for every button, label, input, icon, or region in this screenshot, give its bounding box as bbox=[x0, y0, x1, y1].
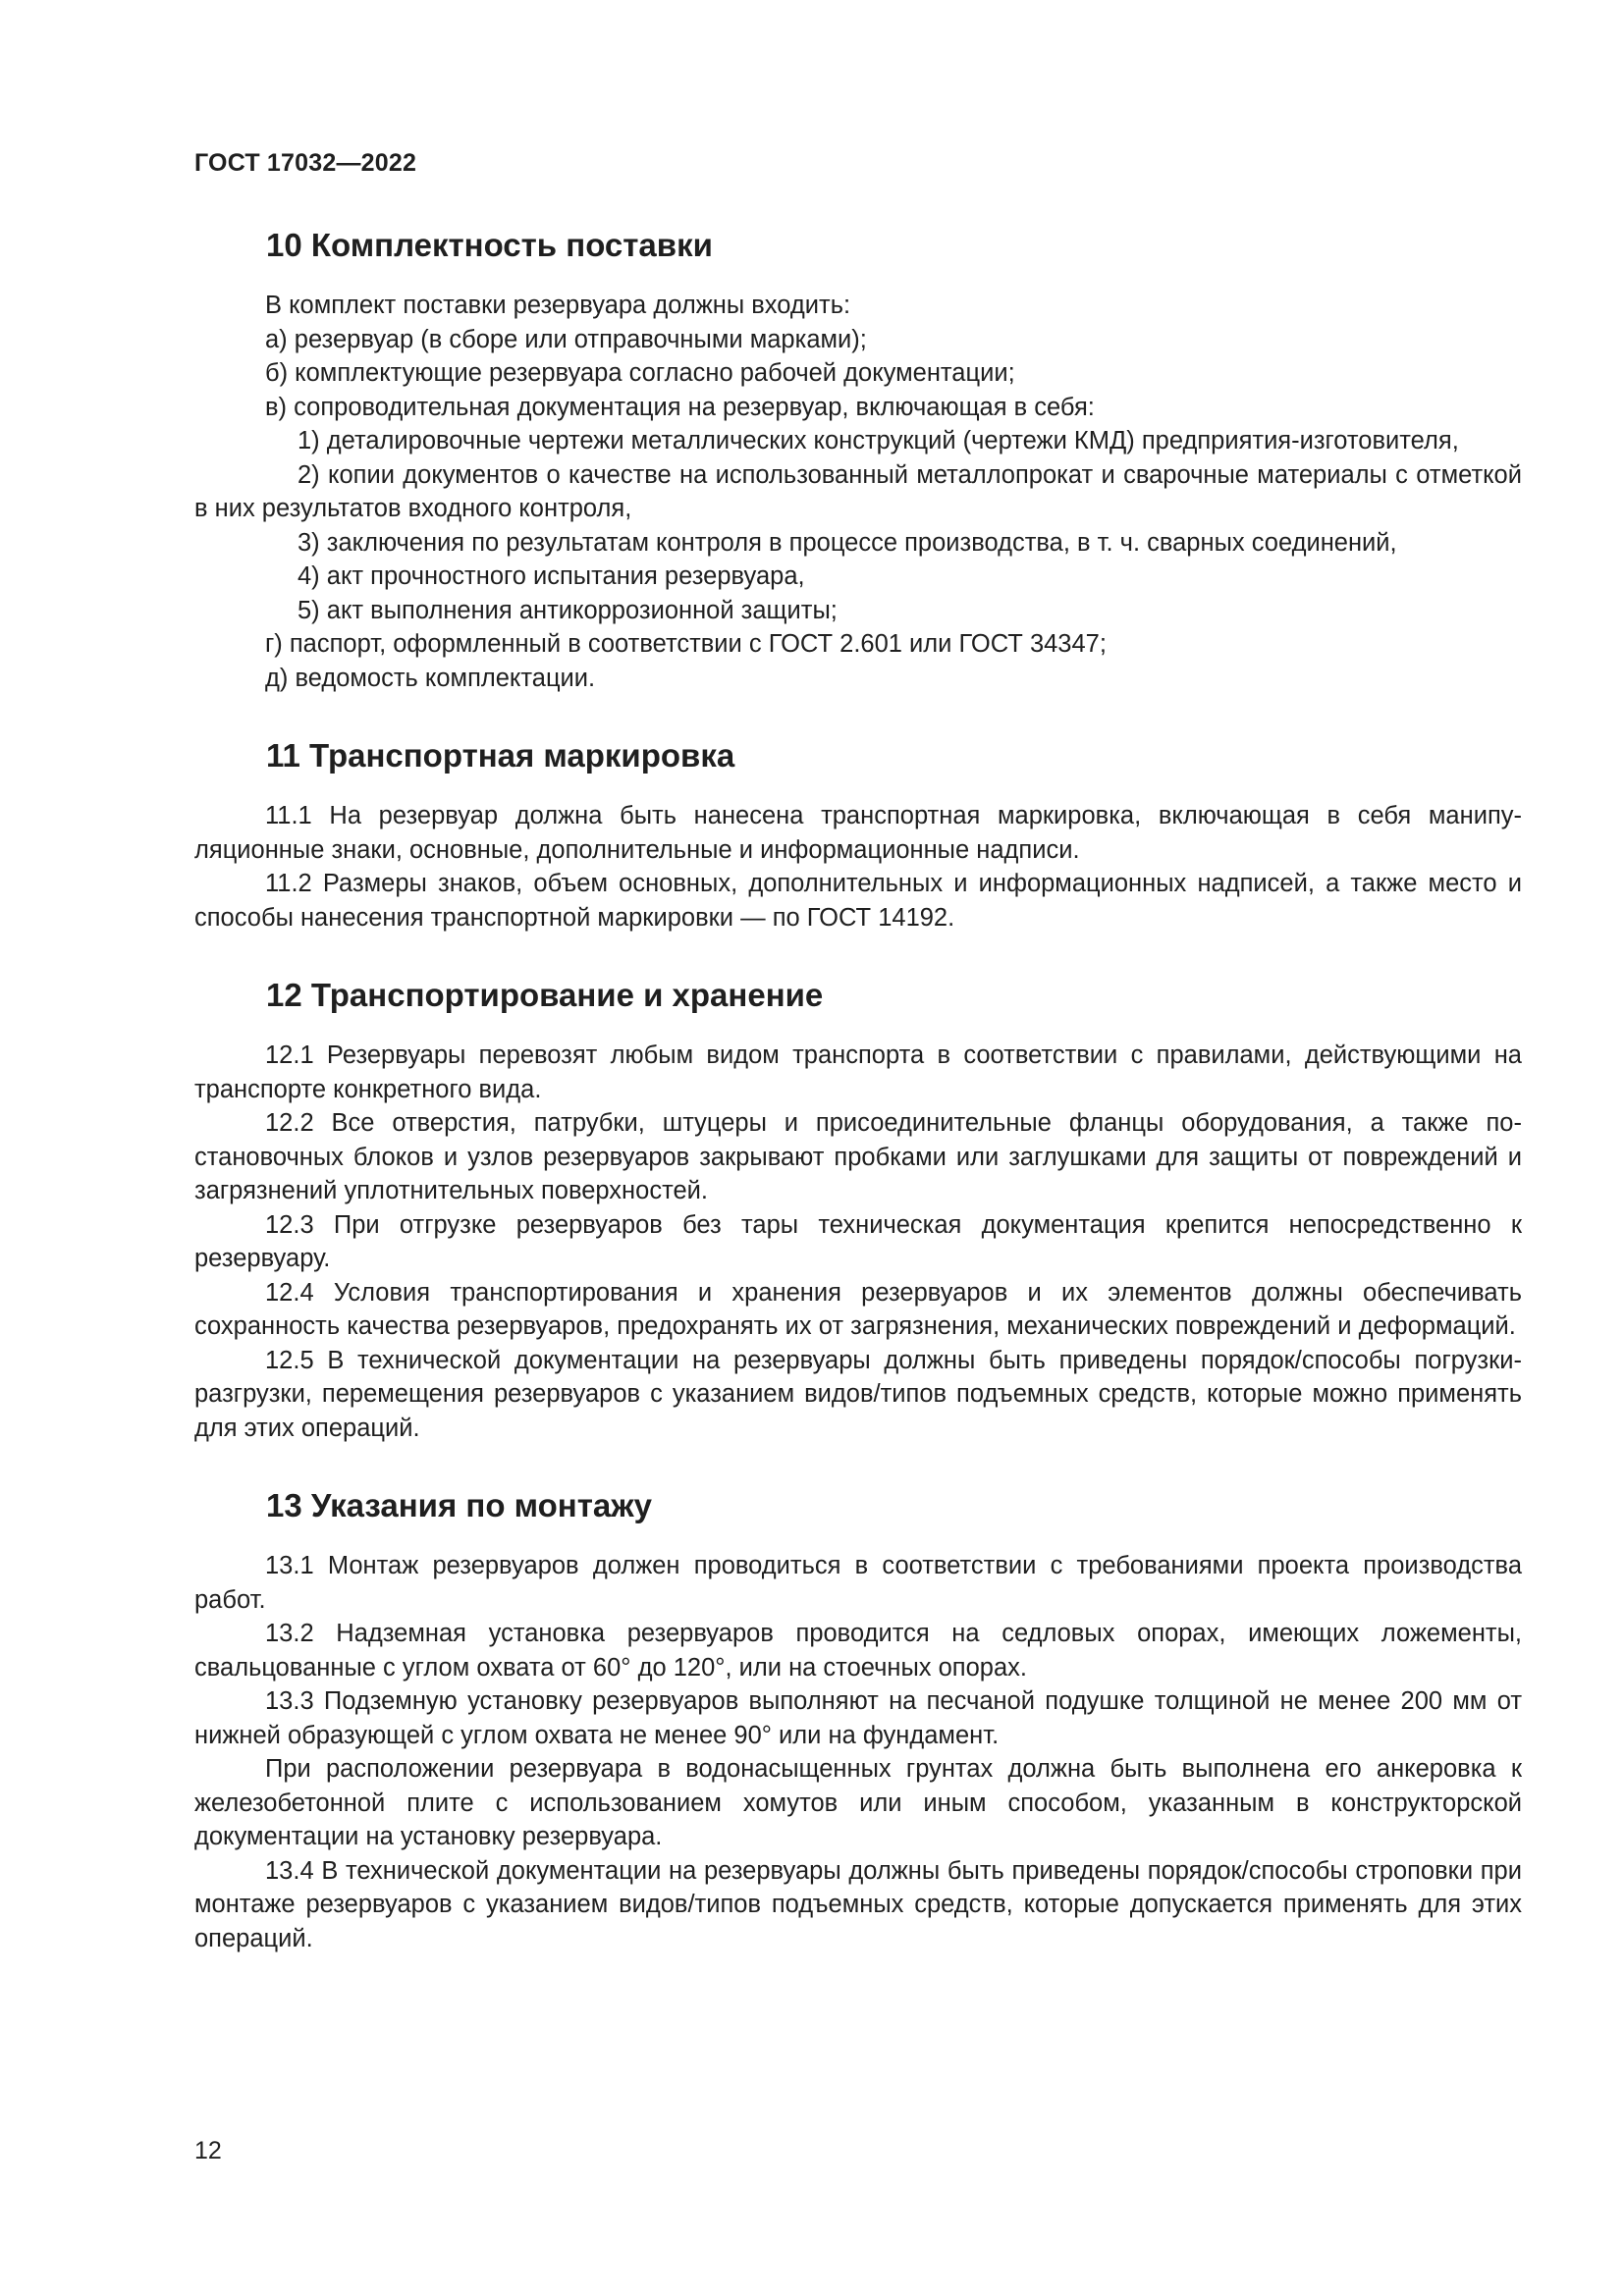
section-title: 11 Транспортная маркировка bbox=[266, 737, 735, 774]
paragraph: а) резервуар (в сборе или отправочными марками); bbox=[265, 325, 867, 353]
paragraph: 1) деталировочные чертежи металлических конструкций (чертежи КМД) предприятия-изготовителя, bbox=[298, 427, 1459, 454]
page-number: 12 bbox=[194, 2137, 222, 2164]
paragraph: 4) акт прочностного испытания резервуара, bbox=[298, 562, 805, 590]
paragraph: 13.3 Подземную установку резервуаров выполняют на песчаной подушке толщиной не менее 200 мм от нижней образующей с углом охвата не менее 90° или на фундамент. bbox=[194, 1687, 1522, 1749]
paragraph: 11.1 На резервуар должна быть нанесена транспортная маркировка, включающая в себя манипуляционные знаки, основные, дополнительные и информационные надписи. bbox=[194, 802, 1522, 864]
section-paragraphs bbox=[194, 289, 1522, 695]
paragraph: д) ведомость комплектации. bbox=[265, 664, 596, 692]
section-11 bbox=[194, 734, 1522, 934]
section-paragraphs bbox=[194, 1039, 1522, 1445]
section-title: 12 Транспортирование и хранение bbox=[266, 977, 824, 1013]
paragraph: 13.4 В технической документации на резервуары должны быть приведены порядок/способы строповки при монтаже резервуаров с указанием видов/типов подъемных средств, которые допускается применять для этих операций. bbox=[194, 1856, 1522, 1952]
paragraph: 3) заключения по результатам контроля в процессе производства, в т. ч. сварных соединений, bbox=[298, 528, 1397, 557]
section-12 bbox=[194, 974, 1522, 1445]
paragraph: 5) акт выполнения антикоррозионной защиты; bbox=[298, 596, 838, 624]
paragraph: 2) копии документов о качестве на использованный металлопрокат и сварочные материалы с отметкой в них результатов входного контроля, bbox=[194, 460, 1522, 522]
paragraph: г) паспорт, оформленный в соответствии с ГОСТ 2.601 или ГОСТ 34347; bbox=[265, 630, 1107, 658]
paragraph: В комплект поставки резервуара должны входить: bbox=[265, 292, 851, 319]
paragraph: 12.3 При отгрузке резервуаров без тары техническая документация крепится непосредственно к резервуару. bbox=[194, 1210, 1522, 1272]
paragraph: в) сопроводительная документация на резервуар, включающая в себя: bbox=[265, 393, 1095, 421]
section-10 bbox=[194, 224, 1522, 695]
paragraph: 13.2 Надземная установка резервуаров проводится на седловых опорах, имеющих ложементы, свальцованные с углом охвата от 60° до 120°, или на стоечных опорах. bbox=[194, 1620, 1522, 1682]
paragraph: 11.2 Размеры знаков, объем основных, дополнительных и информационных надписей, а также место и способы нанесения транспортной маркировки — по ГОСТ 14192. bbox=[194, 870, 1522, 932]
section-paragraphs bbox=[194, 799, 1522, 934]
paragraph: б) комплектующие резервуара согласно рабочей документации; bbox=[265, 359, 1015, 387]
paragraph: 12.5 В технической документации на резервуары должны быть приведены порядок/способы погрузки-разгрузки, перемещения резервуаров с указанием видов/типов подъемных средств, которые можно применять для этих операций. bbox=[194, 1346, 1522, 1442]
paragraph: 12.2 Все отверстия, патрубки, штуцеры и присоединительные фланцы оборудования, а также постановочных блоков и узлов резервуаров закрывают пробками или заглушками для защиты от повреждений и загрязнений уплотнительных поверхностей. bbox=[194, 1109, 1522, 1204]
document-header: ГОСТ 17032—2022 bbox=[194, 149, 417, 177]
paragraph: 12.1 Резервуары перевозят любым видом транспорта в соответствии с правилами, действующими на транспорте конкретного вида. bbox=[194, 1041, 1522, 1103]
section-13 bbox=[194, 1484, 1522, 1955]
paragraph: 13.1 Монтаж резервуаров должен проводиться в соответствии с требованиями проекта производства работ. bbox=[194, 1552, 1522, 1614]
section-paragraphs bbox=[194, 1549, 1522, 1955]
section-title: 13 Указания по монтажу bbox=[266, 1487, 652, 1523]
document-body bbox=[194, 224, 1522, 1955]
section-title: 10 Комплектность поставки bbox=[266, 227, 713, 263]
paragraph: 12.4 Условия транспортирования и хранения резервуаров и их элементов должны обеспечивать сохранность качества резервуаров, предохранять их от загрязнения, механических повреждений и деформаций. bbox=[194, 1278, 1522, 1340]
paragraph: При расположении резервуара в водонасыщенных грунтах должна быть выполнена его анкеровка к железобетонной плите с использованием хомутов или иным способом, указанным в конструкторской документации на установку резервуара. bbox=[194, 1755, 1522, 1850]
